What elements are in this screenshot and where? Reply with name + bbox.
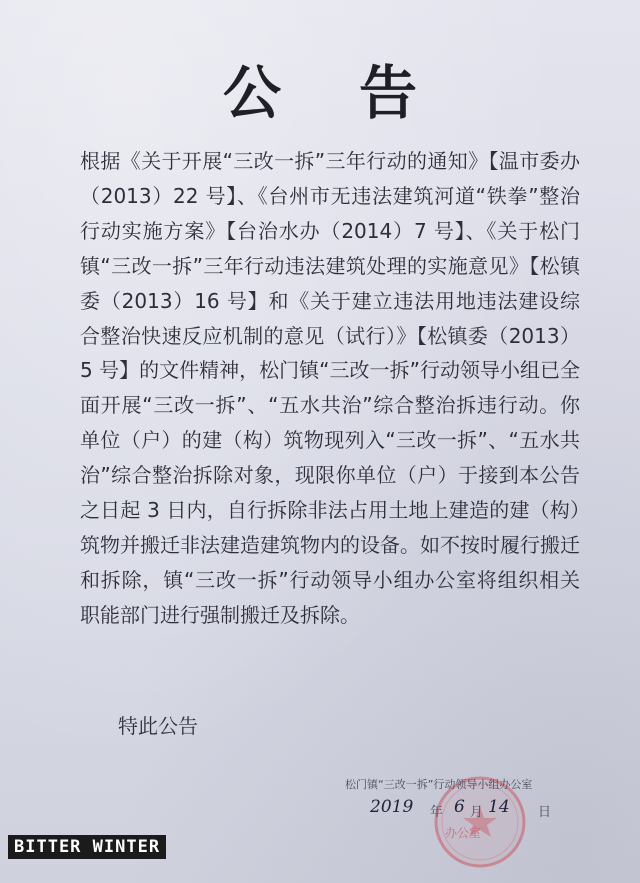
issue-date (370, 797, 570, 821)
notice-body: 根据《关于开展“三改一拆”三年行动的通知》【温市委办（2013）22 号】、《台州市无违法建筑河道“铁拳”整治行动实施方案》【台治水办（2014）7 号】、《关于松门镇“三改一拆”三年行动违法建筑处理的实施意见》【松镇委（2013）16 号】和《关于建立违法用地违法建设综合整治快速反应机制的意见（试行）》【松镇委（2013）5 号】的文件精神，松门镇“三改一拆”行动领导小组已全面开展“三改一拆”、“五水共治”综合整治拆违行动。你单位（户）的建（构）筑物现列入“三改一拆”、“五水共治”综合整治拆除对象，现限你单位（户）于接到本公告之日起 3 日内，自行拆除非法占用土地上建造的建（构）筑物并搬迁非法建造建筑物内的设备。如不按时履行搬迁和拆除，镇“三改一拆”行动领导小组办公室将组织相关职能部门进行强制搬迁及拆除。 (80, 149, 580, 627)
date-day: 14 (488, 797, 510, 817)
seal-label: 办公室 (445, 826, 482, 840)
date-day-unit: 日 (538, 805, 552, 820)
date-month-unit: 月 (470, 805, 484, 820)
issuer-name: 松门镇“三改一拆”行动领导小组办公室 (345, 778, 533, 791)
date-year-unit: 年 (430, 805, 444, 820)
notice-title: 公告 (222, 59, 495, 127)
notice-closing: 特此公告 (118, 714, 198, 738)
date-month: 6 (454, 797, 465, 817)
bitter-winter-watermark: BITTER WINTER (8, 835, 166, 859)
date-year: 2019 (370, 797, 414, 817)
